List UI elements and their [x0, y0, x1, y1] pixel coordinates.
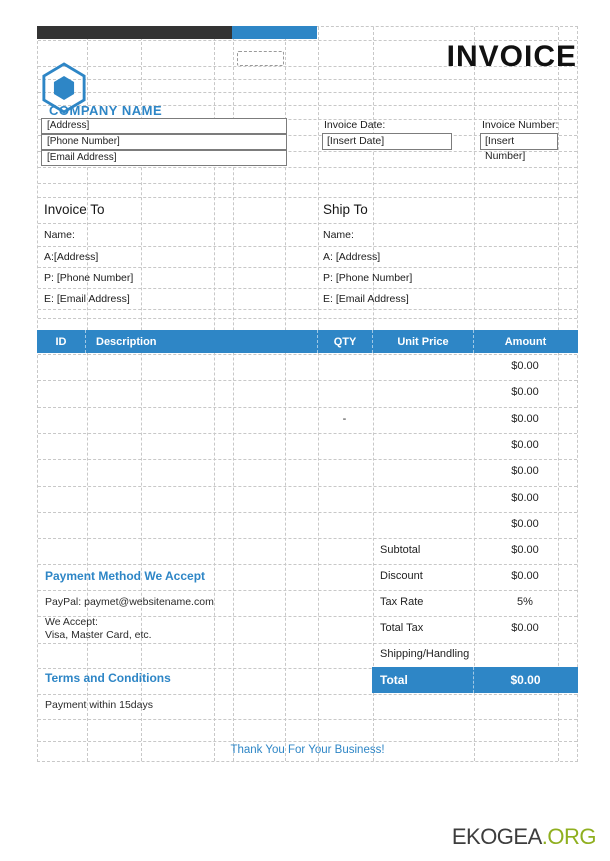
summary-row-discount: Discount $0.00	[380, 570, 539, 582]
items-table-header	[37, 330, 578, 353]
amount-cell: $0.00	[511, 465, 539, 478]
table-row	[37, 511, 578, 537]
thank-you-message: Thank You For Your Business!	[230, 744, 385, 756]
table-row	[37, 458, 578, 484]
invoice-to-address: A:[Address]	[44, 251, 99, 263]
column-header-unit-price: Unit Price	[372, 330, 473, 353]
company-name: COMPANY NAME	[49, 103, 163, 118]
column-header-amount: Amount	[473, 330, 577, 353]
amount-cell: $0.00	[511, 360, 539, 373]
ship-to-name: Name:	[323, 229, 354, 241]
invoice-to-title: Invoice To	[44, 202, 105, 217]
table-row	[37, 406, 578, 432]
summary-row-tax-rate: Tax Rate 5%	[380, 596, 533, 608]
total-row	[372, 667, 578, 693]
paypal-line: PayPal: paymet@websitename.com	[45, 596, 214, 608]
company-email-field[interactable]: [Email Address]	[41, 150, 287, 166]
brand-tld: .ORG	[541, 824, 596, 849]
company-address-field[interactable]: [Address]	[41, 118, 287, 134]
invoice-date-field[interactable]: [Insert Date]	[322, 133, 452, 150]
payment-method-title: Payment Method We Accept	[45, 569, 206, 583]
dashed-cell-outline	[237, 51, 284, 66]
table-row	[37, 379, 578, 405]
table-row	[37, 484, 578, 510]
column-header-qty: QTY	[317, 330, 372, 353]
amount-cell: $0.00	[511, 412, 539, 425]
terms-body: Payment within 15days	[45, 699, 153, 711]
amount-cell: $0.00	[511, 491, 539, 504]
page-title: INVOICE	[446, 40, 577, 73]
column-header-id: ID	[55, 335, 67, 348]
invoice-to-email: E: [Email Address]	[44, 293, 130, 305]
top-bar-accent	[232, 26, 317, 39]
amount-cell: $0.00	[511, 439, 539, 452]
qty-cell: -	[342, 412, 347, 425]
amount-cell: $0.00	[511, 517, 539, 530]
amount-cell: $0.00	[511, 386, 539, 399]
invoice-date-label: Invoice Date:	[324, 119, 386, 131]
brand-name: EKOGEA	[451, 824, 542, 849]
summary-row-subtotal: Subtotal $0.00	[380, 544, 539, 556]
ship-to-address: A: [Address]	[323, 251, 381, 263]
invoice-number-label: Invoice Number:	[482, 119, 559, 131]
summary-row-shipping: Shipping/Handling	[380, 648, 470, 660]
ship-to-email: E: [Email Address]	[323, 293, 409, 305]
total-value: $0.00	[473, 667, 577, 693]
we-accept-line: We Accept:	[45, 616, 98, 628]
invoice-number-field[interactable]: [Insert Number]	[480, 133, 558, 150]
top-bar-dark	[37, 26, 232, 39]
company-phone-field[interactable]: [Phone Number]	[41, 134, 287, 150]
cards-line: Visa, Master Card, etc.	[45, 629, 152, 641]
column-header-description: Description	[85, 330, 317, 353]
invoice-to-phone: P: [Phone Number]	[44, 272, 134, 284]
ship-to-title: Ship To	[323, 202, 368, 217]
total-label: Total	[380, 673, 408, 687]
invoice-to-name: Name:	[44, 229, 75, 241]
terms-title: Terms and Conditions	[45, 671, 171, 685]
brand-logo	[296, 824, 596, 850]
items-table-body	[37, 353, 578, 537]
table-row	[37, 432, 578, 458]
table-row	[37, 353, 578, 379]
summary-row-total-tax: Total Tax $0.00	[380, 622, 539, 634]
ship-to-phone: P: [Phone Number]	[323, 272, 413, 284]
